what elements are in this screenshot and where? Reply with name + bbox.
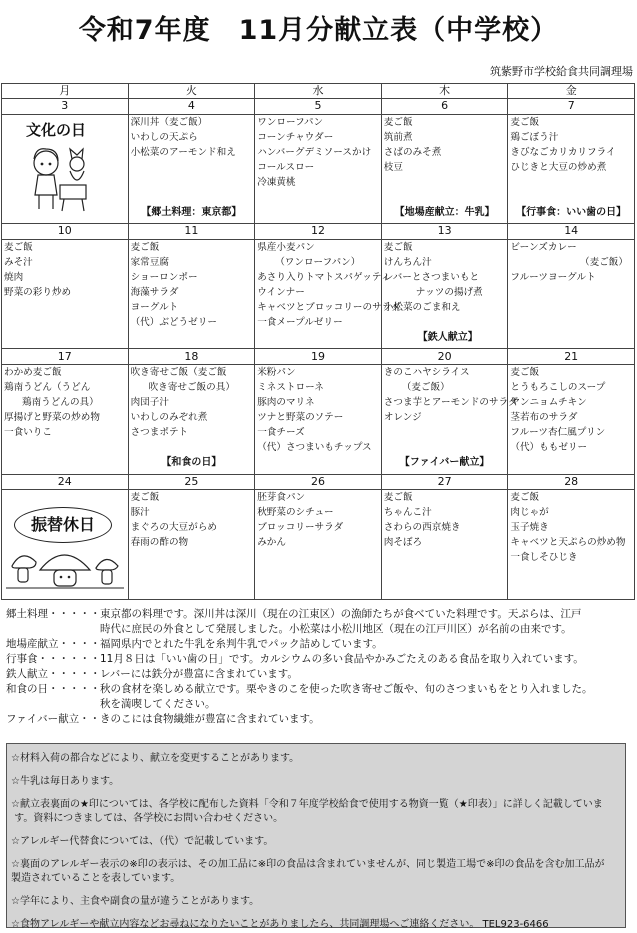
menu-cell-content <box>255 490 381 595</box>
day-number: 27 <box>381 474 508 490</box>
menu-cell <box>255 490 382 600</box>
menu-cell <box>255 114 382 224</box>
menu-item: 麦ご飯 <box>130 241 160 253</box>
note-label: 郷土料理・・・・・ <box>6 608 101 620</box>
menu-item: 麦ご飯 <box>4 241 33 253</box>
day-number: 6 <box>381 99 508 115</box>
notice-item: ☆アレルギー代替食については、（代）で記載しています。 <box>11 836 274 847</box>
menu-item: ハンバーグデミソースかけ <box>257 146 372 158</box>
menu-item: ヨーグルト <box>130 301 179 313</box>
menu-item: 小松菜のアーモンド和え <box>130 146 236 158</box>
day-number-row <box>2 99 635 115</box>
menu-item: 厚揚げと野菜の炒め物 <box>4 411 100 423</box>
menu-item: 麦ご飯 <box>383 241 413 253</box>
menu-item: 麦ご飯 <box>383 116 413 128</box>
weekday-fri: 金 <box>508 84 635 99</box>
menu-notes <box>6 607 634 727</box>
note-label: 和食の日・・・・・ <box>6 683 101 695</box>
menu-item: わかめ麦ご飯 <box>4 366 62 378</box>
menu-item: とうもろこしのスープ <box>510 381 606 393</box>
menu-item: みそ汁 <box>4 256 33 268</box>
menu-item: ツナと野菜のソテー <box>257 411 344 423</box>
menu-tag: 【ファイバー献立】 <box>399 456 490 468</box>
note-text: きのこには食物繊維が豊富に含まれています。 <box>100 713 320 725</box>
menu-cell-content <box>129 490 255 595</box>
menu-cell <box>128 239 255 349</box>
menu-item: （麦ご飯） <box>401 381 450 393</box>
menu-cell-content <box>508 240 634 345</box>
menu-item: きびなごカリカリフライ <box>510 146 616 158</box>
menu-item: （代）さつまいもチップス <box>257 441 372 453</box>
menu-item: 麦ご飯 <box>130 492 160 504</box>
note-text: 11月８日は「いい歯の日」です。カルシウムの多い食品やかみごたえのある食品を取り入れています。 <box>100 653 584 665</box>
holiday-label: 文化の日 <box>26 120 87 139</box>
menu-cell-content <box>255 115 381 220</box>
day-number: 5 <box>255 99 382 115</box>
menu-item: ブロッコリーサラダ <box>257 522 344 534</box>
menu-item: （代）ぶどうゼリー <box>130 316 217 328</box>
day-number: 26 <box>255 474 382 490</box>
menu-cell <box>381 364 518 474</box>
organization-name: 筑紫野市学校給食共同調理場 <box>490 65 633 78</box>
weekday-wed: 水 <box>255 84 382 99</box>
day-number: 3 <box>2 99 129 115</box>
menu-cell <box>2 114 129 224</box>
menu-item: 麦ご飯 <box>510 492 540 504</box>
day-number: 14 <box>508 224 635 240</box>
menu-cell-content <box>129 240 255 345</box>
day-number: 24 <box>2 474 129 490</box>
menu-cell-content <box>2 365 128 470</box>
menu-item: ショーロンポー <box>130 271 198 283</box>
menu-item: ちゃんこ汁 <box>383 507 432 519</box>
menu-item: ビーンズカレー <box>510 241 577 253</box>
menu-item: あさり入りトマトスパゲッティ <box>257 271 391 283</box>
note-row <box>6 712 634 727</box>
menu-item: レバーとさつまいもと <box>383 271 480 283</box>
menu-item: さつま芋とアーモンドのサラダ <box>383 396 518 408</box>
menu-item: 焼肉 <box>4 271 24 283</box>
weekday-mon: 月 <box>2 84 129 99</box>
notice-item: ☆献立表裏面の★印については、各学校に配布した資料「令和７年度学校給食で使用する物資一覧（★印表）」に詳しく記載していま す。資料につきましては、各学校にお問い合わせください。 <box>11 799 603 824</box>
menu-item: フルーツヨーグルト <box>510 271 596 283</box>
weekday-thu: 木 <box>381 84 508 99</box>
menu-item: 鶏南うどん（うどん <box>4 381 91 393</box>
menu-tag: 【行事食：いい歯の日】 <box>516 206 627 218</box>
menu-item: 鶏ごぼう汁 <box>510 131 559 143</box>
note-text-continued: 秋を満喫してください。 <box>100 698 216 710</box>
note-label: 鉄人献立・・・・・ <box>6 668 101 680</box>
day-number: 25 <box>128 474 255 490</box>
menu-item: 一食メープルゼリー <box>257 316 343 328</box>
menu-item: 一食チーズ <box>257 426 305 438</box>
day-number-row <box>2 474 635 490</box>
day-number: 28 <box>508 474 635 490</box>
menu-item: 肉じゃが <box>510 507 549 519</box>
menu-item: いわしの天ぷら <box>130 131 198 143</box>
day-number: 11 <box>128 224 255 240</box>
menu-item: 家常豆腐 <box>130 256 169 268</box>
menu-item: ナッツの揚げ煮 <box>415 286 483 298</box>
page-title: 令和7年度 11月分献立表（中学校） <box>78 15 559 46</box>
notice-box <box>6 743 626 928</box>
menu-item: コールスロー <box>257 161 315 173</box>
note-label: 行事食・・・・・・ <box>6 653 101 665</box>
menu-item: ミネストローネ <box>257 381 324 393</box>
menu-item: 筑前煮 <box>383 131 413 143</box>
menu-cell-content <box>129 365 255 470</box>
menu-tag: 【郷土料理：東京都】 <box>141 206 242 218</box>
menu-item: 胚芽食パン <box>257 492 306 504</box>
menu-cell-content <box>382 365 518 470</box>
menu-item: 秋野菜のシチュー <box>257 507 334 519</box>
day-number: 10 <box>2 224 129 240</box>
menu-item: 小松菜のごま和え <box>383 301 461 313</box>
menu-cell-content <box>129 115 255 220</box>
menu-row <box>2 114 635 224</box>
menu-item: 茎若布のサラダ <box>510 411 578 423</box>
menu-cell <box>508 239 635 349</box>
menu-cell-content <box>382 240 508 345</box>
note-row <box>6 682 634 697</box>
note-text: レバーには鉄分が豊富に含まれています。 <box>100 668 298 680</box>
menu-cell <box>128 114 255 224</box>
notice-item: ☆裏面のアレルギー表示の※印の表示は、その加工品に※印の食品は含まれていませんが、同じ製造工場で※印の食品を含む加工品が 製造されていることを表しています。 <box>11 859 605 884</box>
menu-cell-content <box>382 115 508 220</box>
day-number: 17 <box>2 349 129 365</box>
menu-cell <box>381 239 508 349</box>
notice-item: ☆牛乳は毎日あります。 <box>11 776 120 787</box>
menu-item: 豚汁 <box>130 507 150 519</box>
menu-item: さばのみそ煮 <box>383 146 442 158</box>
menu-item: ワンローフパン <box>257 116 324 128</box>
menu-cell <box>128 364 255 474</box>
menu-item: 深川丼（麦ご飯） <box>130 116 208 128</box>
menu-tag: 【和食の日】 <box>161 456 222 468</box>
menu-cell <box>381 490 508 600</box>
menu-cell-content <box>2 240 128 345</box>
menu-cell-content <box>2 115 128 220</box>
menu-cell-content <box>508 115 634 220</box>
menu-item: 冷凍黄桃 <box>257 176 296 188</box>
menu-cell <box>128 490 255 600</box>
menu-item: コーンチャウダー <box>257 131 334 143</box>
day-number: 12 <box>255 224 382 240</box>
menu-cell <box>508 490 635 600</box>
menu-item: 県産小麦パン <box>257 241 315 253</box>
menu-item: 麦ご飯 <box>510 116 540 128</box>
menu-cell <box>2 490 129 600</box>
menu-item: 一食しそひじき <box>510 552 578 564</box>
menu-cell-content <box>508 365 634 470</box>
day-number: 20 <box>381 349 508 365</box>
menu-cell <box>508 114 635 224</box>
menu-item: （代）ももゼリー <box>510 441 588 453</box>
menu-item: 米粉パン <box>257 366 296 378</box>
menu-row <box>2 490 635 600</box>
menu-item: けんちん汁 <box>383 256 432 268</box>
menu-row <box>2 239 635 349</box>
menu-item: 鶏南うどんの具） <box>22 396 99 408</box>
menu-item: キャベツとブロッコリーのサラダ <box>257 301 401 313</box>
menu-item: 春雨の酢の物 <box>130 537 189 549</box>
menu-tag: 【地場産献立：牛乳】 <box>394 206 495 218</box>
menu-item: 吹き寄せご飯（麦ご飯 <box>130 366 227 378</box>
notice-item: ☆材料入荷の都合などにより、献立を変更することがあります。 <box>11 753 300 764</box>
girl-and-cat-painting-icon <box>24 145 94 217</box>
menu-cell <box>2 364 129 474</box>
menu-item: キャベツと天ぷらの炒め物 <box>510 537 626 549</box>
menu-item: 肉そぼろ <box>383 537 423 549</box>
menu-item: 玉子焼き <box>510 522 549 534</box>
menu-cell-content <box>508 490 634 595</box>
menu-cell-content <box>2 490 128 595</box>
menu-row <box>2 364 635 474</box>
menu-item: まぐろの大豆がらめ <box>130 522 217 534</box>
menu-item: きのこハヤシライス <box>383 366 470 378</box>
holiday-label: 振替休日 <box>14 507 112 543</box>
menu-item: フルーツ杏仁風プリン <box>510 426 606 438</box>
day-number: 21 <box>508 349 635 365</box>
menu-item: （麦ご飯） <box>580 256 628 268</box>
note-text: 福岡県内でとれた牛乳を糸判牛乳でパック詰めしています。 <box>100 638 383 650</box>
day-number: 19 <box>255 349 382 365</box>
menu-item: 麦ご飯 <box>383 492 413 504</box>
note-label: ファイバー献立・・ <box>6 713 101 725</box>
notice-item: ☆食物アレルギーや献立内容などお尋ねになりたいことがありましたら、共同調理場へご連絡ください。 TEL923-6466 <box>11 919 549 930</box>
note-text: 秋の食材を楽しめる献立です。栗やきのこを使った吹き寄せご飯や、旬のさつまいもをとり入れました。 <box>100 683 593 695</box>
menu-item: いわしのみぞれ煮 <box>130 411 208 423</box>
menu-cell <box>255 364 382 474</box>
note-row <box>6 607 634 622</box>
note-row <box>6 667 634 682</box>
menu-item: 肉団子汁 <box>130 396 169 408</box>
weekday-header-row <box>2 84 635 99</box>
note-label: 地場産献立・・・・ <box>6 638 101 650</box>
menu-item: ウインナー <box>257 286 305 298</box>
menu-item: 豚肉のマリネ <box>257 396 315 408</box>
day-number: 4 <box>128 99 255 115</box>
mushroom-family-icon <box>6 544 124 592</box>
menu-item: さわらの西京焼き <box>383 522 461 534</box>
menu-calendar <box>1 83 635 600</box>
note-row <box>6 652 634 667</box>
menu-item: （ワンローフパン） <box>275 256 361 268</box>
menu-item: 麦ご飯 <box>510 366 540 378</box>
note-row <box>6 637 634 652</box>
menu-item: 海藻サラダ <box>130 286 179 298</box>
note-text: 東京都の料理です。深川丼は深川（現在の江東区）の漁師たちが食べていた料理です。天ぷらは、江戸 <box>100 608 582 620</box>
note-text-continued: 時代に庶民の外食として発展しました。小松菜は小松川地区（現在の江戸川区）が名前の由来です。 <box>100 623 572 635</box>
menu-cell-content <box>382 490 508 595</box>
menu-item: 一食いりこ <box>4 426 52 438</box>
menu-item: さつまポテト <box>130 426 189 438</box>
menu-item: ひじきと大豆の炒め煮 <box>510 161 607 173</box>
menu-item: 吹き寄せご飯の具） <box>148 381 235 393</box>
day-number: 7 <box>508 99 635 115</box>
menu-item: オレンジ <box>383 411 422 423</box>
day-number: 18 <box>128 349 255 365</box>
menu-cell <box>381 114 508 224</box>
notice-item: ☆学年により、主食や副食の量が違うことがあります。 <box>11 896 260 907</box>
menu-tag: 【鉄人献立】 <box>417 331 478 343</box>
day-number: 13 <box>381 224 508 240</box>
menu-item: みかん <box>257 537 286 549</box>
menu-item: 野菜の彩り炒め <box>4 286 72 298</box>
menu-cell <box>508 364 635 474</box>
weekday-tue: 火 <box>128 84 255 99</box>
day-number-row <box>2 224 635 240</box>
menu-item: 枝豆 <box>383 161 403 173</box>
menu-item: ヤンニョムチキン <box>510 396 587 408</box>
menu-cell <box>2 239 129 349</box>
menu-cell-content <box>255 365 381 470</box>
day-number-row <box>2 349 635 365</box>
